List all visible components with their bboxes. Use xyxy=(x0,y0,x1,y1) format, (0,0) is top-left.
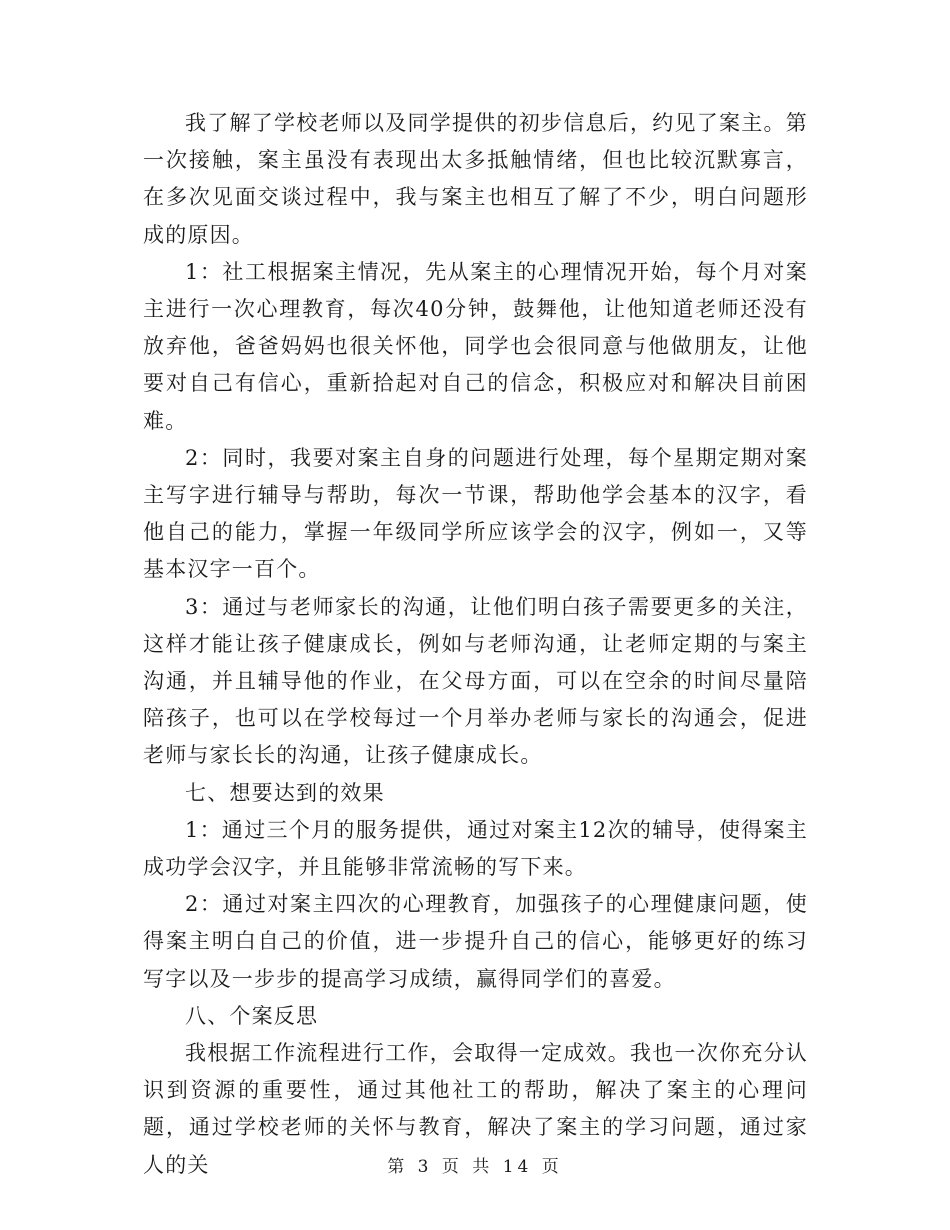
paragraph-reflection: 我根据工作流程进行工作，会取得一定成效。我也一次你充分认识到资源的重要性，通过其他社工的帮助，解决了案主的心理问题，通过学校老师的关怀与教育，解决了案主的学习问题，通过家人的关 xyxy=(143,1041,808,1177)
document-body xyxy=(143,105,808,1184)
section-heading-case-reflection: 八、个案反思 xyxy=(185,1003,319,1028)
page-footer: 第 3 页 共 14 页 xyxy=(387,1157,563,1177)
section-heading-expected-effects: 七、想要达到的效果 xyxy=(185,780,385,805)
paragraph-step-3: 3：通过与老师家长的沟通，让他们明白孩子需要更多的关注，这样才能让孩子健康成长，例如与老师沟通，让老师定期的与案主沟通，并且辅导他的作业，在父母方面，可以在空余的时间尽量陪陪孩子，也可以在学校每过一个月举办老师与家长的沟通会，促进老师与家长长的沟通，让孩子健康成长。 xyxy=(143,594,808,768)
paragraph-effect-2: 2：通过对案主四次的心理教育，加强孩子的心理健康问题，使得案主明白自己的价值，进一步提升自己的信心，能够更好的练习写字以及一步步的提高学习成绩，赢得同学们的喜爱。 xyxy=(143,892,808,991)
paragraph-intro: 我了解了学校老师以及同学提供的初步信息后，约见了案主。第一次接触，案主虽没有表现出太多抵触情绪，但也比较沉默寡言，在多次见面交谈过程中，我与案主也相互了解了不少，明白问题形成的原因。 xyxy=(143,111,808,247)
paragraph-effect-1: 1：通过三个月的服务提供，通过对案主12次的辅导，使得案主成功学会汉字，并且能够非常流畅的写下来。 xyxy=(143,817,808,880)
paragraph-step-2: 2：同时，我要对案主自身的问题进行处理，每个星期定期对案主写字进行辅导与帮助，每次一节课，帮助他学会基本的汉字，看他自己的能力，掌握一年级同学所应该学会的汉字，例如一，又等基本汉字一百个。 xyxy=(143,445,808,582)
paragraph-step-1: 1：社工根据案主情况，先从案主的心理情况开始，每个月对案主进行一次心理教育，每次40分钟，鼓舞他，让他知道老师还没有放弃他，爸爸妈妈也很关怀他，同学也会很同意与他做朋友，让他要对自己有信心，重新拾起对自己的信念，积极应对和解决目前困难。 xyxy=(143,259,808,433)
